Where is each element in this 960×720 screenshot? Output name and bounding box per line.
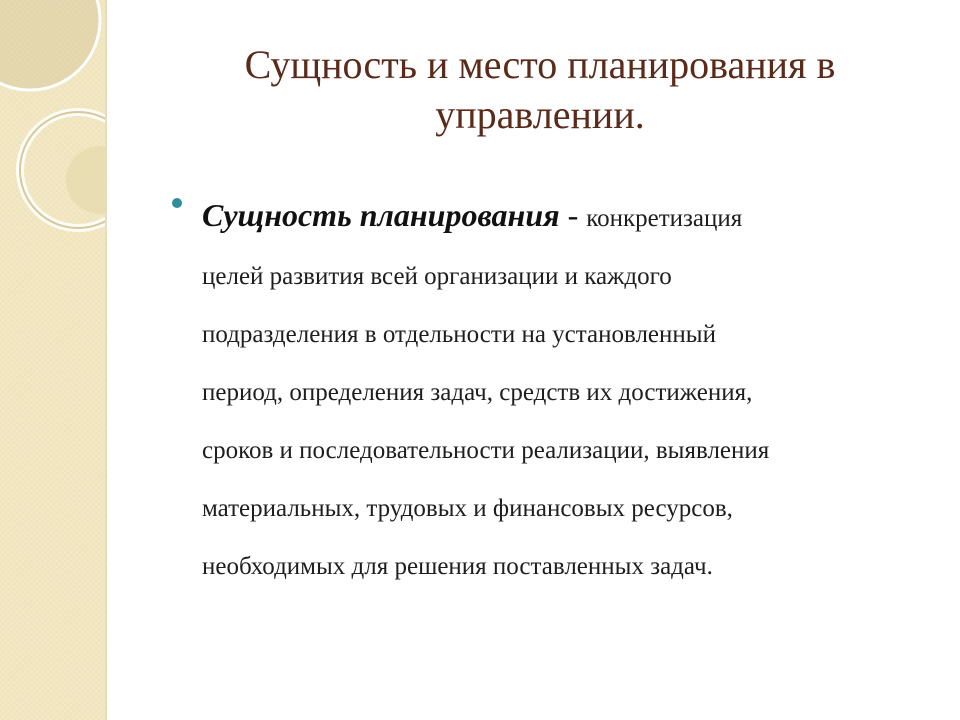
decorative-side-panel xyxy=(0,0,106,720)
bullet-first-line-text: конкретизация xyxy=(586,205,743,232)
bullet-icon xyxy=(172,198,182,208)
slide-title xyxy=(150,40,930,140)
bullet-list xyxy=(172,186,932,596)
bullet-line-7: необходимых для решения поставленных задач. xyxy=(202,553,713,580)
bullet-line-2: целей развития всей организации и каждого xyxy=(202,263,672,290)
panel-divider xyxy=(105,0,107,720)
bullet-line-6: материальных, трудовых и финансовых ресурсов, xyxy=(202,495,733,522)
bullet-line-4: период, определения задач, средств их достижения, xyxy=(202,379,753,406)
bullet-line-3: подразделения в отдельности на установленный xyxy=(202,321,716,348)
bullet-line-1 xyxy=(202,186,932,248)
bullet-line-5: сроков и последовательности реализации, выявления xyxy=(202,437,770,464)
decorative-rings-graphic xyxy=(0,0,105,720)
title-line-2: управлении. xyxy=(435,92,645,137)
bullet-item xyxy=(202,186,932,596)
title-line-1: Сущность и место планирования в xyxy=(244,42,836,87)
bullet-term: Сущность планирования xyxy=(202,197,560,233)
bullet-separator: - xyxy=(559,197,587,233)
